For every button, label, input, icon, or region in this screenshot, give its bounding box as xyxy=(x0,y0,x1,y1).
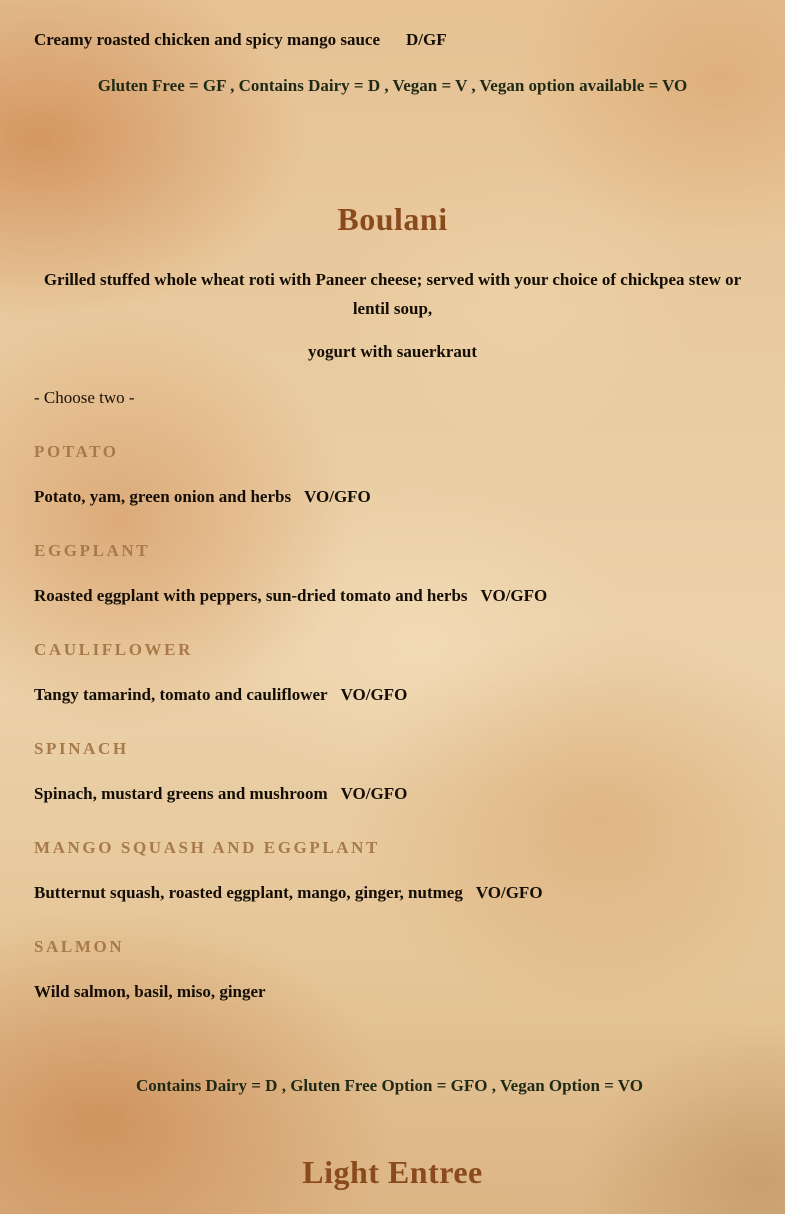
section-side-note: yogurt with sauerkraut xyxy=(307,342,478,361)
dietary-tags: D/GF xyxy=(406,30,447,49)
dietary-legend-top: Gluten Free = GF , Contains Dairy = D , Vegan = V , Vegan option available = VO xyxy=(97,76,688,95)
item-description: Roasted eggplant with peppers, sun-dried tomato and herbs xyxy=(34,586,468,605)
category-spinach: SPINACH xyxy=(34,739,129,758)
dietary-tags: VO/GFO xyxy=(480,586,548,605)
menu-item-spinach xyxy=(34,784,407,804)
category-mango-squash-eggplant: MANGO SQUASH AND EGGPLANT xyxy=(34,838,380,857)
choose-note: - Choose two - xyxy=(34,388,135,407)
menu-item-mango-squash-eggplant xyxy=(34,883,543,903)
category-cauliflower: CAULIFLOWER xyxy=(34,640,193,659)
menu-item-eggplant xyxy=(34,586,547,606)
category-potato: POTATO xyxy=(34,442,119,461)
category-salmon: SALMON xyxy=(34,937,125,956)
menu-item-cauliflower xyxy=(34,685,407,705)
dietary-tags: VO/GFO xyxy=(304,487,371,506)
item-description: Creamy roasted chicken and spicy mango sauce xyxy=(34,30,380,49)
menu-item-salmon xyxy=(34,982,266,1002)
menu-item-chicken-mango xyxy=(34,30,447,50)
dietary-tags: VO/GFO xyxy=(475,883,543,902)
item-description: Potato, yam, green onion and herbs xyxy=(34,487,292,506)
section-title-light-entree: Light Entree xyxy=(302,1154,483,1190)
dietary-legend-boulani: Contains Dairy = D , Gluten Free Option = GFO , Vegan Option = VO xyxy=(136,1076,643,1095)
section-title-boulani: Boulani xyxy=(337,201,448,237)
item-description: Butternut squash, roasted eggplant, mango, ginger, nutmeg xyxy=(34,883,463,902)
menu-item-potato xyxy=(34,487,371,507)
item-description: Spinach, mustard greens and mushroom xyxy=(34,784,328,803)
item-description: Tangy tamarind, tomato and cauliflower xyxy=(34,685,328,704)
item-description: Wild salmon, basil, miso, ginger xyxy=(34,982,266,1001)
dietary-tags: VO/GFO xyxy=(340,784,408,803)
section-description: Grilled stuffed whole wheat roti with Paneer cheese; served with your choice of chickpea stew or lentil soup, xyxy=(43,270,742,318)
dietary-tags: VO/GFO xyxy=(340,685,408,704)
category-eggplant: EGGPLANT xyxy=(34,541,151,560)
